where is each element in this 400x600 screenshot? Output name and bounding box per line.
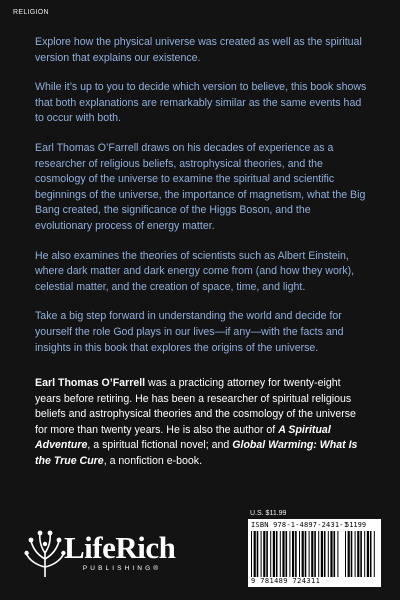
blurb-paragraph: While it’s up to you to decide which version to believe, this book shows that both explanations are remarkably similar as the same events had to occur with both. [35,81,367,125]
barcode-bar [357,531,359,577]
barcode-bar [295,531,297,577]
barcode-bar [266,531,268,577]
barcode-bar [367,531,369,577]
barcode-digits: 9 781489 724311 [251,577,321,585]
blurb-paragraph: He also examines the theories of scientists such as Albert Einstein, where dark matter and dark energy come from (and how they work), celestial matter, and the creation of space, time, and light. [35,249,355,293]
barcode-bar [330,531,332,577]
barcode-bar [263,531,265,577]
author-bio [35,376,369,470]
category-label: RELIGION [13,9,49,16]
barcode-bar [374,531,375,577]
bio-text: , a nonfiction e-book. [103,454,203,467]
blurb-paragraph: Earl Thomas O’Farrell draws on his decades of experience as a researcher of religious beliefs, astrophysical theories, and the cosmology of the universe to examine the spiritual and scientific beginnings of the universe, the importance of magnetism, what the Big Bang created, the significance of the Higgs Boson, and the evolutionary process of energy matter. [35,141,366,232]
barcode-bar [334,531,336,577]
barcode-bar [280,531,281,577]
barcode-bar [254,531,256,577]
barcode-bar [276,531,278,577]
barcode-bar [324,531,326,577]
barcode-bar [311,531,313,577]
author-name: Earl Thomas O’Farrell [35,377,146,389]
publisher-name: LifeRich [64,530,176,565]
publisher-logo [24,529,194,579]
barcode-bar [289,531,290,577]
barcode-bar [328,531,329,577]
price-addon-number: 51199 [345,521,367,529]
blurb-paragraph: Take a big step forward in understanding the world and decide for yourself the role God plays in our lives—if any—with the facts and insights in this book that explores the origins of the universe. [35,310,344,354]
barcode-bar [355,531,356,577]
barcode-bar [360,531,362,577]
barcode-bar [351,531,353,577]
book-title: A Spiritual Adventure [35,423,331,452]
barcode-bar [251,531,252,577]
barcode-bar [292,531,294,577]
barcode-bar [286,531,288,577]
barcode-bar [314,531,316,577]
barcode-bar [309,531,310,577]
book-title: Global Warming: What Is the True Cure [35,439,358,467]
barcode-bars [251,531,341,577]
barcode-bar [370,531,372,577]
barcode-bar [305,531,307,577]
bio-text: , a spiritual fictional novel; and [87,439,233,452]
barcode-bar [261,531,262,577]
barcode-bar [282,531,284,577]
barcode-bar [299,531,300,577]
blurb [35,35,369,370]
publisher-tagline: PUBLISHING® [82,565,162,572]
barcode-bar [345,531,346,577]
isbn-number: ISBN 978-1-4897-2431-1 [251,521,349,529]
barcode-bar [337,531,338,577]
tree-icon [24,529,66,579]
isbn-barcode [248,519,381,587]
blurb-paragraph: Explore how the physical universe was created as well as the spiritual version that explains our existence. [35,36,362,64]
barcode-bar [257,531,259,577]
addon-barcode-bars [345,531,377,577]
barcode-bar [364,531,365,577]
barcode-bar [302,531,304,577]
barcode-bar [348,531,350,577]
barcode-bar [318,531,319,577]
barcode-bar [270,531,271,577]
price-label: U.S. $11.99 [250,510,287,517]
barcode-bar [321,531,323,577]
barcode-bar [273,531,275,577]
bio-text: was a practicing attorney for twenty-eight years before retiring. He has been a researcher of spiritual religious beliefs and astrophysical theories and the cosmology of the universe for more than twenty years. He is also the author of [35,377,356,436]
